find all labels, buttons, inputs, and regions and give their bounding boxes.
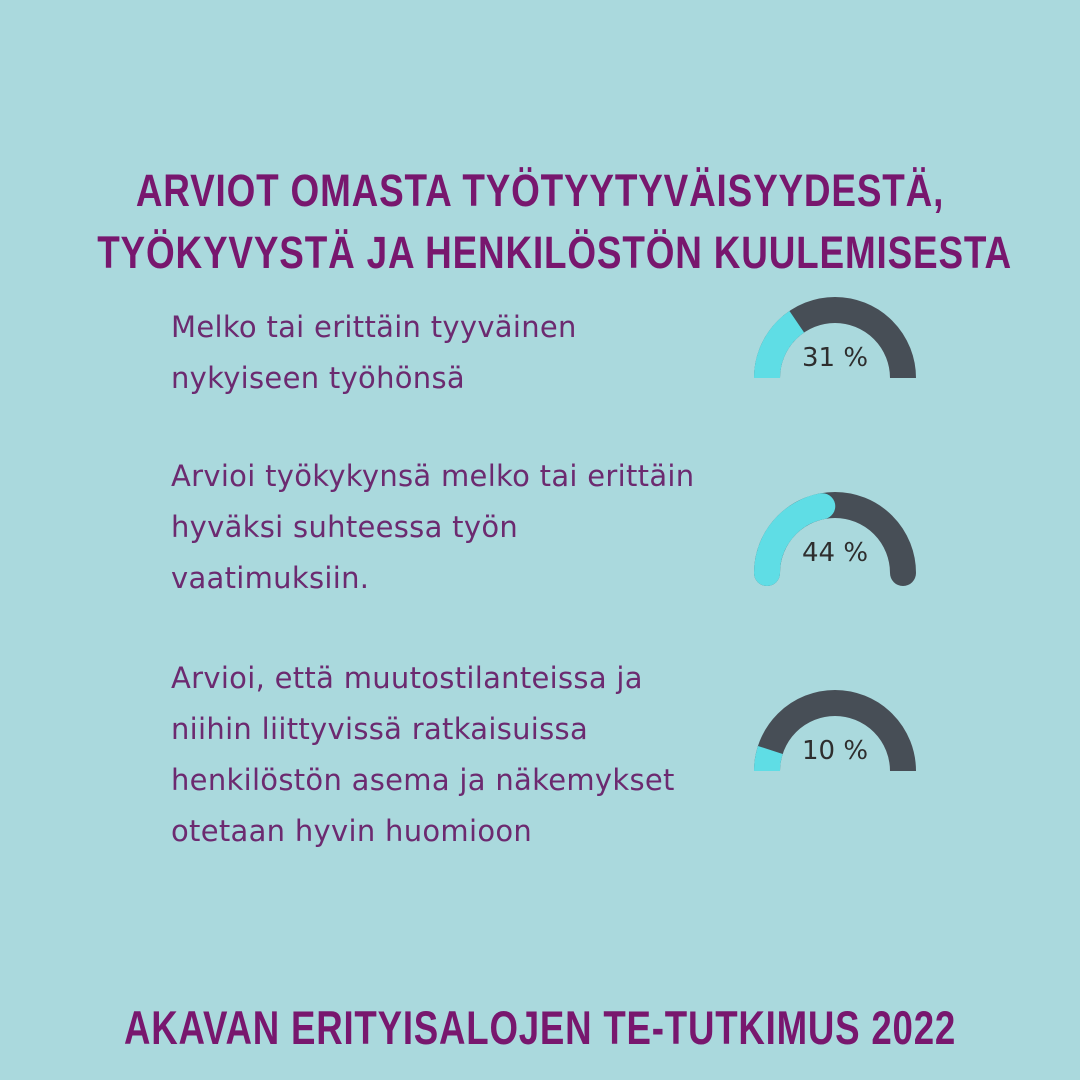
stat-text-line: otetaan hyvin huomioon <box>171 814 533 848</box>
title-line-2: TYÖKYVYSTÄ JA HENKILÖSTÖN KUULEMISESTA <box>97 227 1012 279</box>
gauge-chart-3 <box>745 689 925 789</box>
page-title <box>97 160 1012 284</box>
gauge-value-label: 44 % <box>801 538 869 568</box>
gauge-chart-1 <box>745 296 925 396</box>
stat-text-2 <box>171 451 731 604</box>
stat-text-line: Arvioi työkykynsä melko tai erittäin <box>171 459 695 493</box>
gauge-chart-2 <box>745 491 925 591</box>
stat-text-line: niihin liittyvissä ratkaisuissa <box>171 712 589 746</box>
stat-text-line: hyväksi suhteessa työn <box>171 510 519 544</box>
stat-text-line: Melko tai erittäin tyyväinen <box>171 310 577 344</box>
stat-text-line: nykyiseen työhönsä <box>171 361 465 395</box>
stat-text-line: henkilöstön asema ja näkemykset <box>171 763 675 797</box>
title-line-1: ARVIOT OMASTA TYÖTYYTYVÄISYYDESTÄ, <box>135 165 945 217</box>
footer-source: AKAVAN ERITYISALOJEN TE-TUTKIMUS 2022 <box>123 1001 957 1054</box>
stat-text-line: Arvioi, että muutostilanteissa ja <box>171 661 643 695</box>
gauge-value-label: 31 % <box>801 343 869 373</box>
stat-text-1 <box>171 302 731 404</box>
gauge-value-label: 10 % <box>801 736 869 766</box>
stat-text-line: vaatimuksiin. <box>171 561 370 595</box>
stat-text-3 <box>171 653 731 857</box>
